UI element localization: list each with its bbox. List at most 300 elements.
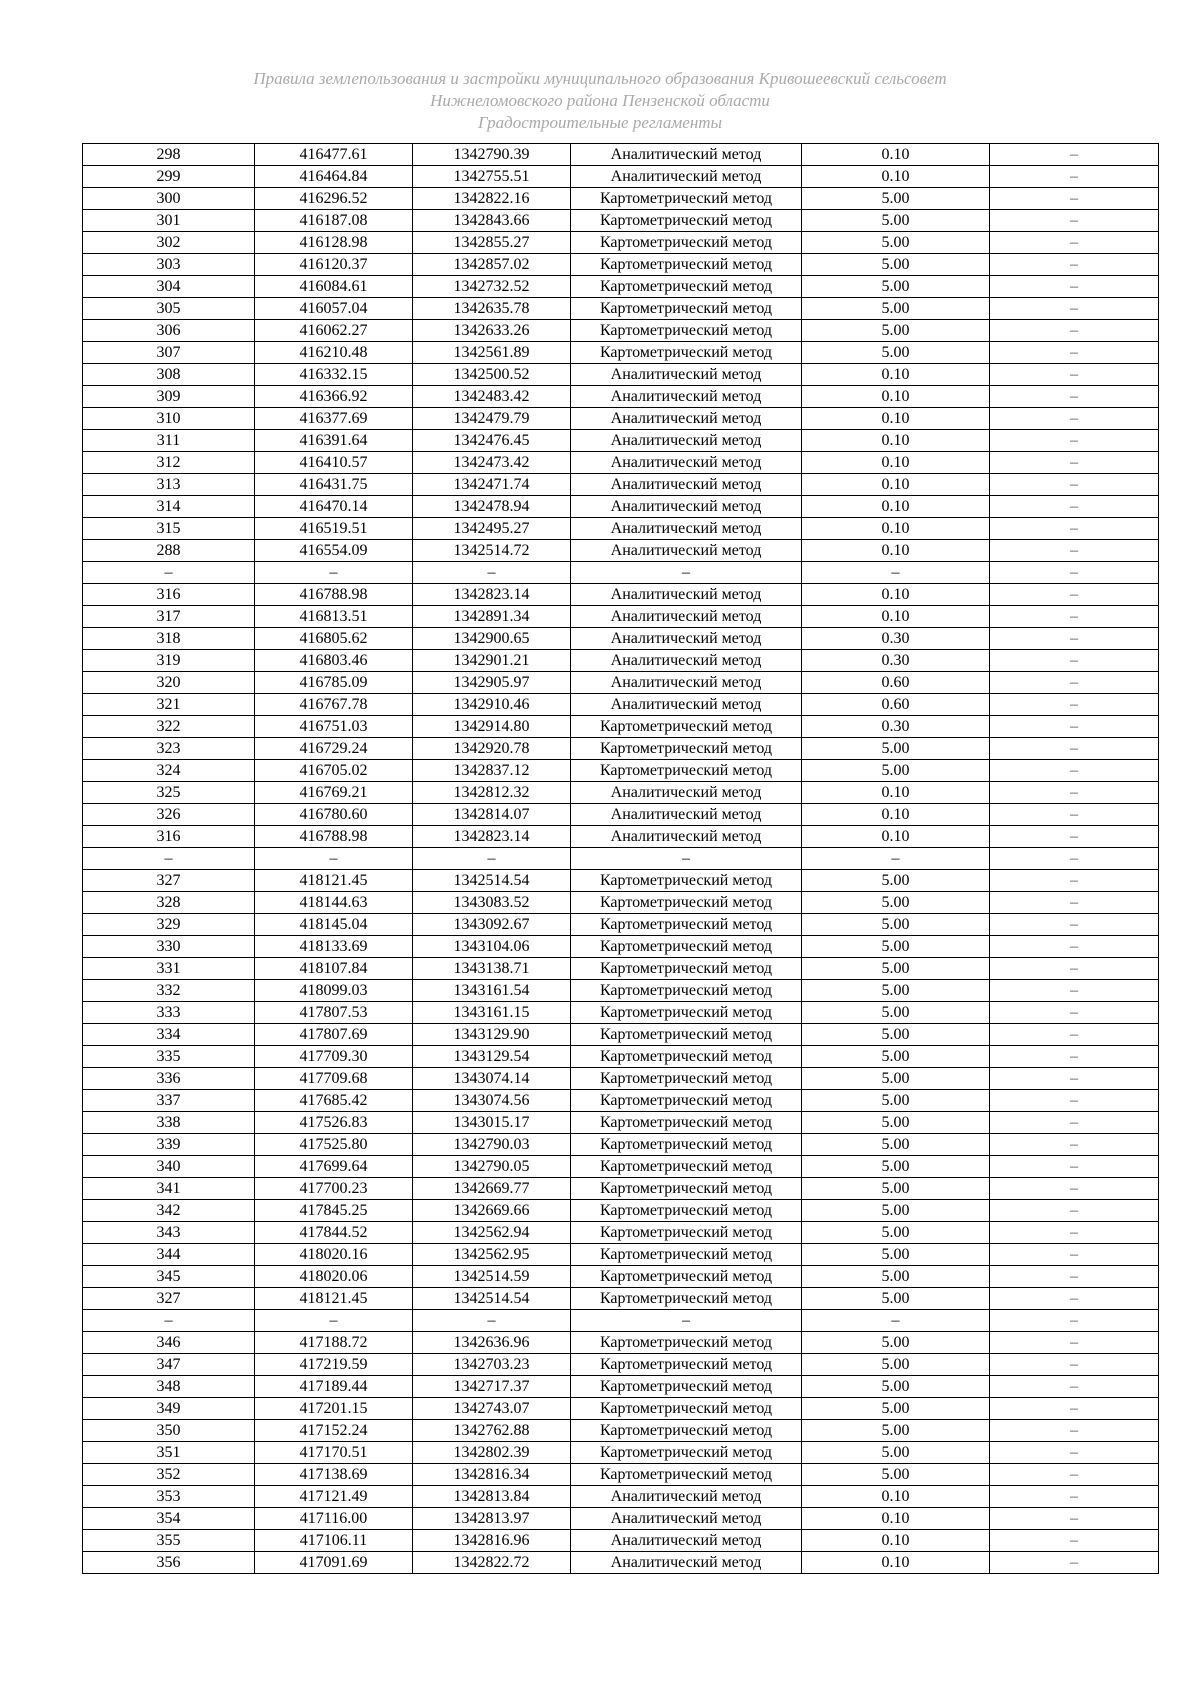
point-number-cell: 352 — [83, 1464, 255, 1486]
y-coordinate-cell: 1343161.54 — [413, 980, 571, 1002]
accuracy-cell: 5.00 — [802, 1442, 990, 1464]
accuracy-cell: 0.10 — [802, 782, 990, 804]
point-number-cell: 348 — [83, 1376, 255, 1398]
method-cell: Картометрический метод — [571, 1178, 802, 1200]
accuracy-cell: 0.30 — [802, 650, 990, 672]
method-cell: Картометрический метод — [571, 1442, 802, 1464]
y-coordinate-cell: 1342914.80 — [413, 716, 571, 738]
note-cell: – — [990, 452, 1159, 474]
note-cell: – — [990, 1552, 1159, 1574]
table-row — [83, 936, 1159, 958]
point-number-cell: 343 — [83, 1222, 255, 1244]
x-coordinate-cell: 416464.84 — [255, 166, 413, 188]
accuracy-cell: 5.00 — [802, 1090, 990, 1112]
accuracy-cell: 0.10 — [802, 364, 990, 386]
point-number-cell: 308 — [83, 364, 255, 386]
table-row — [83, 804, 1159, 826]
point-number-cell: 323 — [83, 738, 255, 760]
method-cell: Картометрический метод — [571, 914, 802, 936]
x-coordinate-cell: 417709.30 — [255, 1046, 413, 1068]
table-row — [83, 1442, 1159, 1464]
header-line-2: Нижнеломовского района Пензенской области — [430, 91, 770, 110]
x-coordinate-cell: 416788.98 — [255, 826, 413, 848]
note-cell: – — [990, 1156, 1159, 1178]
point-number-cell: 316 — [83, 826, 255, 848]
table-row — [83, 628, 1159, 650]
x-coordinate-cell: 416377.69 — [255, 408, 413, 430]
method-cell: Картометрический метод — [571, 1464, 802, 1486]
note-cell: – — [990, 210, 1159, 232]
accuracy-cell: 5.00 — [802, 1464, 990, 1486]
x-coordinate-cell: 417188.72 — [255, 1332, 413, 1354]
x-coordinate-cell: 417525.80 — [255, 1134, 413, 1156]
accuracy-cell: 0.10 — [802, 166, 990, 188]
point-number-cell: 302 — [83, 232, 255, 254]
note-cell: – — [990, 166, 1159, 188]
method-cell: Картометрический метод — [571, 1112, 802, 1134]
note-cell: – — [990, 826, 1159, 848]
note-cell: – — [990, 364, 1159, 386]
method-cell: Аналитический метод — [571, 430, 802, 452]
x-coordinate-cell: 416767.78 — [255, 694, 413, 716]
y-coordinate-cell: 1342635.78 — [413, 298, 571, 320]
x-coordinate-cell: 416788.98 — [255, 584, 413, 606]
point-number-cell: 307 — [83, 342, 255, 364]
x-coordinate-cell: 417709.68 — [255, 1068, 413, 1090]
table-row — [83, 342, 1159, 364]
accuracy-cell: 5.00 — [802, 980, 990, 1002]
x-coordinate-cell: 416803.46 — [255, 650, 413, 672]
accuracy-cell: 5.00 — [802, 1112, 990, 1134]
x-coordinate-cell: 417189.44 — [255, 1376, 413, 1398]
note-cell: – — [990, 518, 1159, 540]
y-coordinate-cell: – — [413, 1310, 571, 1332]
table-row — [83, 144, 1159, 166]
method-cell: Аналитический метод — [571, 1530, 802, 1552]
point-number-cell: 319 — [83, 650, 255, 672]
y-coordinate-cell: 1342479.79 — [413, 408, 571, 430]
point-number-cell: 332 — [83, 980, 255, 1002]
table-row — [83, 672, 1159, 694]
y-coordinate-cell: 1342717.37 — [413, 1376, 571, 1398]
x-coordinate-cell: 416062.27 — [255, 320, 413, 342]
point-number-cell: 321 — [83, 694, 255, 716]
point-number-cell: 304 — [83, 276, 255, 298]
note-cell: – — [990, 254, 1159, 276]
note-cell: – — [990, 1266, 1159, 1288]
point-number-cell: 305 — [83, 298, 255, 320]
note-cell: – — [990, 716, 1159, 738]
point-number-cell: 325 — [83, 782, 255, 804]
y-coordinate-cell: 1342843.66 — [413, 210, 571, 232]
method-cell: Картометрический метод — [571, 210, 802, 232]
y-coordinate-cell: 1342790.39 — [413, 144, 571, 166]
method-cell: Картометрический метод — [571, 1222, 802, 1244]
note-cell: – — [990, 496, 1159, 518]
x-coordinate-cell: – — [255, 562, 413, 584]
note-cell: – — [990, 1178, 1159, 1200]
method-cell: Картометрический метод — [571, 254, 802, 276]
note-cell: – — [990, 342, 1159, 364]
point-number-cell: 331 — [83, 958, 255, 980]
point-number-cell: 337 — [83, 1090, 255, 1112]
method-cell: Картометрический метод — [571, 1156, 802, 1178]
point-number-cell: 314 — [83, 496, 255, 518]
y-coordinate-cell: 1342837.12 — [413, 760, 571, 782]
x-coordinate-cell: 417170.51 — [255, 1442, 413, 1464]
header-line-1: Правила землепользования и застройки муниципального образования Кривошеевский сельсовет — [253, 69, 947, 88]
y-coordinate-cell: 1342633.26 — [413, 320, 571, 342]
method-cell: Аналитический метод — [571, 804, 802, 826]
table-row — [83, 1134, 1159, 1156]
method-cell: Картометрический метод — [571, 320, 802, 342]
y-coordinate-cell: 1342900.65 — [413, 628, 571, 650]
point-number-cell: 327 — [83, 870, 255, 892]
note-cell: – — [990, 540, 1159, 562]
table-row — [83, 540, 1159, 562]
point-number-cell: 342 — [83, 1200, 255, 1222]
point-number-cell: 344 — [83, 1244, 255, 1266]
note-cell: – — [990, 386, 1159, 408]
table-row — [83, 1266, 1159, 1288]
table-row — [83, 1376, 1159, 1398]
table-row — [83, 1552, 1159, 1574]
y-coordinate-cell: 1342483.42 — [413, 386, 571, 408]
note-cell: – — [990, 474, 1159, 496]
point-number-cell: 338 — [83, 1112, 255, 1134]
point-number-cell: 301 — [83, 210, 255, 232]
y-coordinate-cell: 1343074.14 — [413, 1068, 571, 1090]
table-row — [83, 408, 1159, 430]
note-cell: – — [990, 958, 1159, 980]
method-cell: Аналитический метод — [571, 628, 802, 650]
table-row — [83, 1024, 1159, 1046]
table-row — [83, 188, 1159, 210]
y-coordinate-cell: 1342471.74 — [413, 474, 571, 496]
table-row — [83, 1420, 1159, 1442]
y-coordinate-cell: 1342562.94 — [413, 1222, 571, 1244]
table-row — [83, 452, 1159, 474]
accuracy-cell: 0.30 — [802, 628, 990, 650]
method-cell: Аналитический метод — [571, 672, 802, 694]
point-number-cell: 333 — [83, 1002, 255, 1024]
page-header — [0, 68, 1200, 134]
y-coordinate-cell: 1342478.94 — [413, 496, 571, 518]
accuracy-cell: 0.10 — [802, 386, 990, 408]
note-cell: – — [990, 1310, 1159, 1332]
accuracy-cell: 0.10 — [802, 540, 990, 562]
method-cell: Картометрический метод — [571, 1376, 802, 1398]
method-cell: Аналитический метод — [571, 452, 802, 474]
x-coordinate-cell: 417845.25 — [255, 1200, 413, 1222]
x-coordinate-cell: – — [255, 1310, 413, 1332]
table-row — [83, 1112, 1159, 1134]
y-coordinate-cell: 1342823.14 — [413, 584, 571, 606]
x-coordinate-cell: 416751.03 — [255, 716, 413, 738]
note-cell: – — [990, 1002, 1159, 1024]
x-coordinate-cell: 416057.04 — [255, 298, 413, 320]
point-number-cell: 346 — [83, 1332, 255, 1354]
accuracy-cell: 5.00 — [802, 1156, 990, 1178]
point-number-cell: 310 — [83, 408, 255, 430]
note-cell: – — [990, 430, 1159, 452]
point-number-cell: 354 — [83, 1508, 255, 1530]
y-coordinate-cell: 1343015.17 — [413, 1112, 571, 1134]
y-coordinate-cell: 1342910.46 — [413, 694, 571, 716]
point-number-cell: 298 — [83, 144, 255, 166]
method-cell: Аналитический метод — [571, 518, 802, 540]
point-number-cell: 339 — [83, 1134, 255, 1156]
note-cell: – — [990, 1398, 1159, 1420]
method-cell: Аналитический метод — [571, 386, 802, 408]
method-cell: Аналитический метод — [571, 496, 802, 518]
point-number-cell: 345 — [83, 1266, 255, 1288]
method-cell: Картометрический метод — [571, 1024, 802, 1046]
x-coordinate-cell: 417138.69 — [255, 1464, 413, 1486]
x-coordinate-cell: 416805.62 — [255, 628, 413, 650]
table-row — [83, 1486, 1159, 1508]
table-row — [83, 1530, 1159, 1552]
table-row — [83, 320, 1159, 342]
point-number-cell: 309 — [83, 386, 255, 408]
note-cell: – — [990, 1134, 1159, 1156]
x-coordinate-cell: 416128.98 — [255, 232, 413, 254]
table-row — [83, 1002, 1159, 1024]
table-row — [83, 1068, 1159, 1090]
note-cell: – — [990, 1222, 1159, 1244]
point-number-cell: 335 — [83, 1046, 255, 1068]
accuracy-cell: 5.00 — [802, 1288, 990, 1310]
x-coordinate-cell: 416470.14 — [255, 496, 413, 518]
method-cell: Аналитический метод — [571, 1508, 802, 1530]
accuracy-cell: 5.00 — [802, 254, 990, 276]
point-number-cell: 328 — [83, 892, 255, 914]
table-row — [83, 210, 1159, 232]
table-row — [83, 606, 1159, 628]
table-row — [83, 760, 1159, 782]
y-coordinate-cell: 1342816.34 — [413, 1464, 571, 1486]
note-cell: – — [990, 1530, 1159, 1552]
x-coordinate-cell: 418121.45 — [255, 1288, 413, 1310]
table-row — [83, 1508, 1159, 1530]
note-cell: – — [990, 892, 1159, 914]
point-number-cell: 306 — [83, 320, 255, 342]
method-cell: Аналитический метод — [571, 540, 802, 562]
coordinates-table-body — [83, 144, 1159, 1574]
method-cell: Картометрический метод — [571, 870, 802, 892]
y-coordinate-cell: – — [413, 562, 571, 584]
note-cell: – — [990, 738, 1159, 760]
table-row — [83, 298, 1159, 320]
table-row — [83, 826, 1159, 848]
point-number-cell: – — [83, 1310, 255, 1332]
method-cell: Картометрический метод — [571, 188, 802, 210]
x-coordinate-cell: 417116.00 — [255, 1508, 413, 1530]
x-coordinate-cell: 417201.15 — [255, 1398, 413, 1420]
method-cell: Аналитический метод — [571, 694, 802, 716]
note-cell: – — [990, 914, 1159, 936]
point-number-cell: 315 — [83, 518, 255, 540]
accuracy-cell: 0.10 — [802, 408, 990, 430]
note-cell: – — [990, 408, 1159, 430]
note-cell: – — [990, 870, 1159, 892]
table-row — [83, 958, 1159, 980]
accuracy-cell: 5.00 — [802, 1420, 990, 1442]
note-cell: – — [990, 276, 1159, 298]
accuracy-cell: 5.00 — [802, 298, 990, 320]
y-coordinate-cell: 1342561.89 — [413, 342, 571, 364]
accuracy-cell: 5.00 — [802, 914, 990, 936]
note-cell: – — [990, 1376, 1159, 1398]
table-row — [83, 1090, 1159, 1112]
note-cell: – — [990, 1046, 1159, 1068]
table-row — [83, 584, 1159, 606]
method-cell: Аналитический метод — [571, 144, 802, 166]
note-cell: – — [990, 1508, 1159, 1530]
method-cell: – — [571, 1310, 802, 1332]
method-cell: Картометрический метод — [571, 1288, 802, 1310]
x-coordinate-cell: 416813.51 — [255, 606, 413, 628]
note-cell: – — [990, 782, 1159, 804]
accuracy-cell: 5.00 — [802, 738, 990, 760]
point-number-cell: 327 — [83, 1288, 255, 1310]
accuracy-cell: 0.10 — [802, 804, 990, 826]
method-cell: Картометрический метод — [571, 232, 802, 254]
x-coordinate-cell: 416729.24 — [255, 738, 413, 760]
y-coordinate-cell: 1342905.97 — [413, 672, 571, 694]
method-cell: Аналитический метод — [571, 584, 802, 606]
method-cell: Картометрический метод — [571, 298, 802, 320]
accuracy-cell: 5.00 — [802, 188, 990, 210]
y-coordinate-cell: 1342802.39 — [413, 1442, 571, 1464]
y-coordinate-cell: 1342901.21 — [413, 650, 571, 672]
y-coordinate-cell: 1342743.07 — [413, 1398, 571, 1420]
y-coordinate-cell: 1342790.03 — [413, 1134, 571, 1156]
x-coordinate-cell: 416120.37 — [255, 254, 413, 276]
y-coordinate-cell: 1342514.54 — [413, 1288, 571, 1310]
accuracy-cell: 0.10 — [802, 826, 990, 848]
accuracy-cell: 5.00 — [802, 892, 990, 914]
x-coordinate-cell: 418133.69 — [255, 936, 413, 958]
note-cell: – — [990, 188, 1159, 210]
x-coordinate-cell: 416332.15 — [255, 364, 413, 386]
y-coordinate-cell: 1342732.52 — [413, 276, 571, 298]
point-number-cell: 351 — [83, 1442, 255, 1464]
accuracy-cell: 5.00 — [802, 936, 990, 958]
x-coordinate-cell: 416084.61 — [255, 276, 413, 298]
accuracy-cell: 0.10 — [802, 496, 990, 518]
accuracy-cell: 0.10 — [802, 144, 990, 166]
accuracy-cell: 5.00 — [802, 1222, 990, 1244]
table-row — [83, 1332, 1159, 1354]
y-coordinate-cell: 1342813.84 — [413, 1486, 571, 1508]
y-coordinate-cell: 1343074.56 — [413, 1090, 571, 1112]
x-coordinate-cell: 416785.09 — [255, 672, 413, 694]
method-cell: Картометрический метод — [571, 1068, 802, 1090]
point-number-cell: 312 — [83, 452, 255, 474]
table-row — [83, 386, 1159, 408]
table-row — [83, 1222, 1159, 1244]
note-cell: – — [990, 1244, 1159, 1266]
x-coordinate-cell: 418144.63 — [255, 892, 413, 914]
method-cell: Аналитический метод — [571, 166, 802, 188]
method-cell: Картометрический метод — [571, 980, 802, 1002]
table-row — [83, 1244, 1159, 1266]
y-coordinate-cell: 1342514.72 — [413, 540, 571, 562]
note-cell: – — [990, 606, 1159, 628]
x-coordinate-cell: 418121.45 — [255, 870, 413, 892]
y-coordinate-cell: 1342473.42 — [413, 452, 571, 474]
accuracy-cell: 0.10 — [802, 584, 990, 606]
x-coordinate-cell: 416519.51 — [255, 518, 413, 540]
table-row — [83, 1464, 1159, 1486]
method-cell: Аналитический метод — [571, 364, 802, 386]
y-coordinate-cell: 1343092.67 — [413, 914, 571, 936]
method-cell: Аналитический метод — [571, 826, 802, 848]
y-coordinate-cell: 1342514.59 — [413, 1266, 571, 1288]
note-cell: – — [990, 562, 1159, 584]
point-number-cell: 324 — [83, 760, 255, 782]
accuracy-cell: – — [802, 1310, 990, 1332]
x-coordinate-cell: 417699.64 — [255, 1156, 413, 1178]
y-coordinate-cell: 1342855.27 — [413, 232, 571, 254]
method-cell: Картометрический метод — [571, 1266, 802, 1288]
table-row — [83, 1046, 1159, 1068]
point-number-cell: 330 — [83, 936, 255, 958]
x-coordinate-cell: 416431.75 — [255, 474, 413, 496]
accuracy-cell: 5.00 — [802, 1376, 990, 1398]
table-row — [83, 650, 1159, 672]
table-row — [83, 694, 1159, 716]
x-coordinate-cell: 416554.09 — [255, 540, 413, 562]
note-cell: – — [990, 848, 1159, 870]
accuracy-cell: 0.30 — [802, 716, 990, 738]
table-row — [83, 870, 1159, 892]
method-cell: Картометрический метод — [571, 760, 802, 782]
table-row — [83, 980, 1159, 1002]
y-coordinate-cell: 1342891.34 — [413, 606, 571, 628]
accuracy-cell: 5.00 — [802, 958, 990, 980]
y-coordinate-cell: 1342495.27 — [413, 518, 571, 540]
method-cell: Аналитический метод — [571, 782, 802, 804]
x-coordinate-cell: 417121.49 — [255, 1486, 413, 1508]
note-cell: – — [990, 804, 1159, 826]
method-cell: Аналитический метод — [571, 1552, 802, 1574]
accuracy-cell: 5.00 — [802, 1244, 990, 1266]
x-coordinate-cell: 417526.83 — [255, 1112, 413, 1134]
method-cell: – — [571, 562, 802, 584]
accuracy-cell: 5.00 — [802, 1046, 990, 1068]
x-coordinate-cell: 416391.64 — [255, 430, 413, 452]
point-number-cell: 288 — [83, 540, 255, 562]
note-cell: – — [990, 1354, 1159, 1376]
point-number-cell: 340 — [83, 1156, 255, 1178]
accuracy-cell: 5.00 — [802, 320, 990, 342]
method-cell: Картометрический метод — [571, 1398, 802, 1420]
accuracy-cell: 5.00 — [802, 1068, 990, 1090]
x-coordinate-cell: 418020.06 — [255, 1266, 413, 1288]
method-cell: Аналитический метод — [571, 606, 802, 628]
accuracy-cell: 5.00 — [802, 1354, 990, 1376]
method-cell: Картометрический метод — [571, 1244, 802, 1266]
note-cell: – — [990, 1442, 1159, 1464]
x-coordinate-cell: 417700.23 — [255, 1178, 413, 1200]
accuracy-cell: 5.00 — [802, 760, 990, 782]
y-coordinate-cell: 1343138.71 — [413, 958, 571, 980]
method-cell: Картометрический метод — [571, 342, 802, 364]
method-cell: Картометрический метод — [571, 1002, 802, 1024]
accuracy-cell: 5.00 — [802, 1332, 990, 1354]
